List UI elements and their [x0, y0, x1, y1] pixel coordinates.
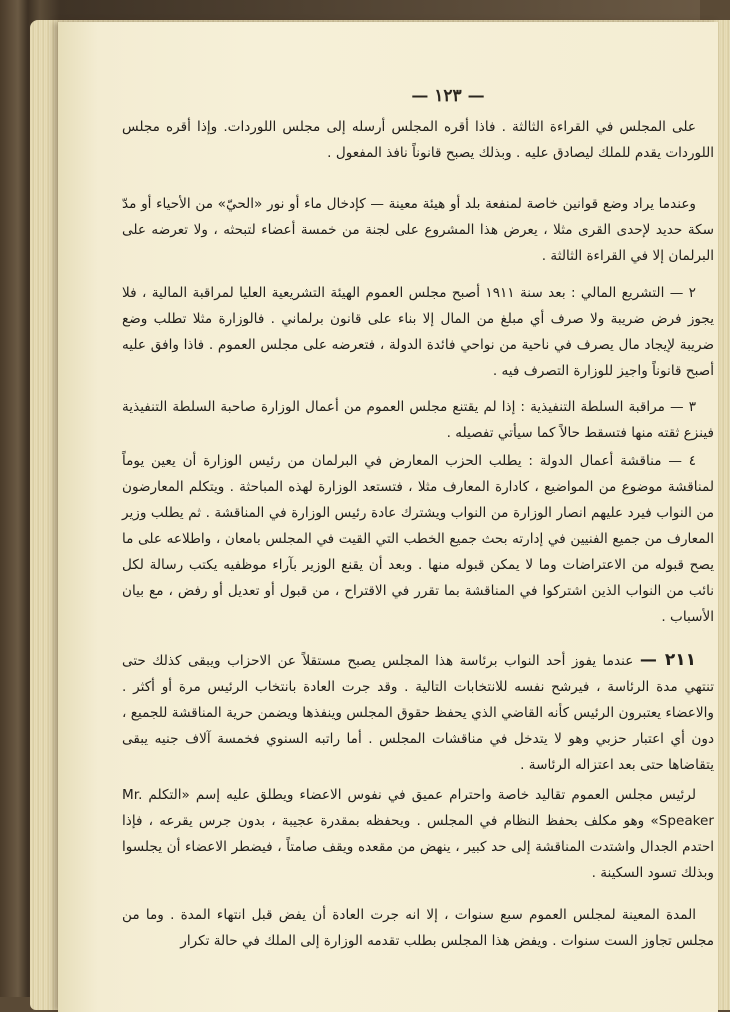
section-number: ٢١١ —	[639, 650, 697, 670]
paragraph-6-text: عندما يفوز أحد النواب برئاسة هذا المجلس يصبح مستقلاً عن الاحزاب ويبقى كذلك حتى تنتهي مدة الرئاسة ، فيرشح نفسه للانتخابات التالية . وقد جرت العادة بانتخاب الرئيس مرة أو أكثر . والاعضاء يعتبرون الرئيس كأنه القاضي الذي يحفظ حقوق المجلس وينفذها ويضمن حرية المناقشة للجميع ، دون أي اعتبار حزبي وهو لا يتدخل في مناقشات المجلس . أما راتبه السنوي فخمسة آلاف جنيه يبقى يتقاضاها حتى بعد اعتزاله الرئاسة .	[122, 653, 714, 773]
paragraph-6	[122, 647, 714, 778]
paragraph-5: ٤ — مناقشة أعمال الدولة : يطلب الحزب المعارض في البرلمان من رئيس الوزارة أن يعين يوماً لمناقشة موضوع من المواضيع ، كادارة المعارف مثلا ، فتستعد الوزارة لهذه المباحثة . ويتكلم المعارضون من النواب فيرد عليهم انصار الوزارة من النواب ويشترك عادة رئيس الوزارة في المناقشة . ثم يطلب وزير المعارف من جميع الفنيين في إدارته بحث جميع الخطب التي القيت في المجلس بامعان ، واطلاعه على ما يصح قبوله من الاعتراضات وما لا يمكن قبوله منها . وبعد أن يقنع الوزير بآراء موظفيه يكتب رسالة لكل نائب من النواب الذين اشتركوا في المناقشة بما تقرر في الاقتراح ، من قبول أو تعديل أو رفض ، مع بيان الأسباب .	[122, 453, 714, 625]
book-page	[58, 22, 718, 1012]
paragraph-1: على المجلس في القراءة الثالثة . فاذا أقره المجلس أرسله إلى مجلس اللوردات. وإذا أقره مجلس اللوردات يقدم للملك ليصادق عليه . وبذلك يصبح قانوناً نافذ المفعول .	[122, 119, 714, 161]
paragraph-2: وعندما يراد وضع قوانين خاصة لمنفعة بلد أو هيئة معينة — كإدخال ماء أو نور «الحيّ» من الأحياء أو مدّ سكة حديد لإحدى القرى مثلا ، يعرض هذا المشروع على لجنة من خمسة أعضاء لتبحثه ، ولا تعرضه على البرلمان إلا في القراءة الثالثة .	[122, 196, 714, 264]
paragraph-4: ٣ — مراقبة السلطة التنفيذية : إذا لم يقتنع مجلس العموم من أعمال الوزارة صاحبة السلطة التنفيذية فينزع ثقته منها فتسقط حالاً كما سيأتي تفصيله .	[122, 399, 714, 441]
paragraph-7: لرئيس مجلس العموم تقاليد خاصة واحترام عميق في نفوس الاعضاء ويطلق عليه إسم «التكلم Mr. Speaker» وهو مكلف بحفظ النظام في المجلس . ويحفظه بمقدرة عجيبة ، بدون جرس يقرعه ، فإذا احتدم الجدال واشتدت المناقشة إلى حد كبير ، ينهض من مقعده ويقف صامتاً ، فيضطر الاعضاء أن يجلسوا وبذلك تسود السكينة .	[122, 787, 714, 881]
paragraph-3: ٢ — التشريع المالي : بعد سنة ١٩١١ أصبح مجلس العموم الهيئة التشريعية العليا لمراقبة المالية ، فلا يجوز فرض ضريبة ولا صرف أي مبلغ من المال إلا بناء على قانون برلماني . فالوزارة مثلا تطلب وضع ضريبة لإيجاد مال يصرف في ناحية من نواحي فائدة الدولة ، فتعرضه على مجلس العموم . فاذا وافق عليه أصبح قانوناً واجيز للوزارة التصرف فيه .	[122, 285, 714, 379]
paragraph-8: المدة المعينة لمجلس العموم سبع سنوات ، إلا انه جرت العادة أن يفض قبل انتهاء المدة . وما من مجلس تجاوز الست سنوات . ويفض هذا المجلس بطلب تقدمه الوزارة إلى الملك في حالة تكرار	[122, 907, 714, 949]
page-number: — ١٢٣ —	[411, 86, 485, 106]
